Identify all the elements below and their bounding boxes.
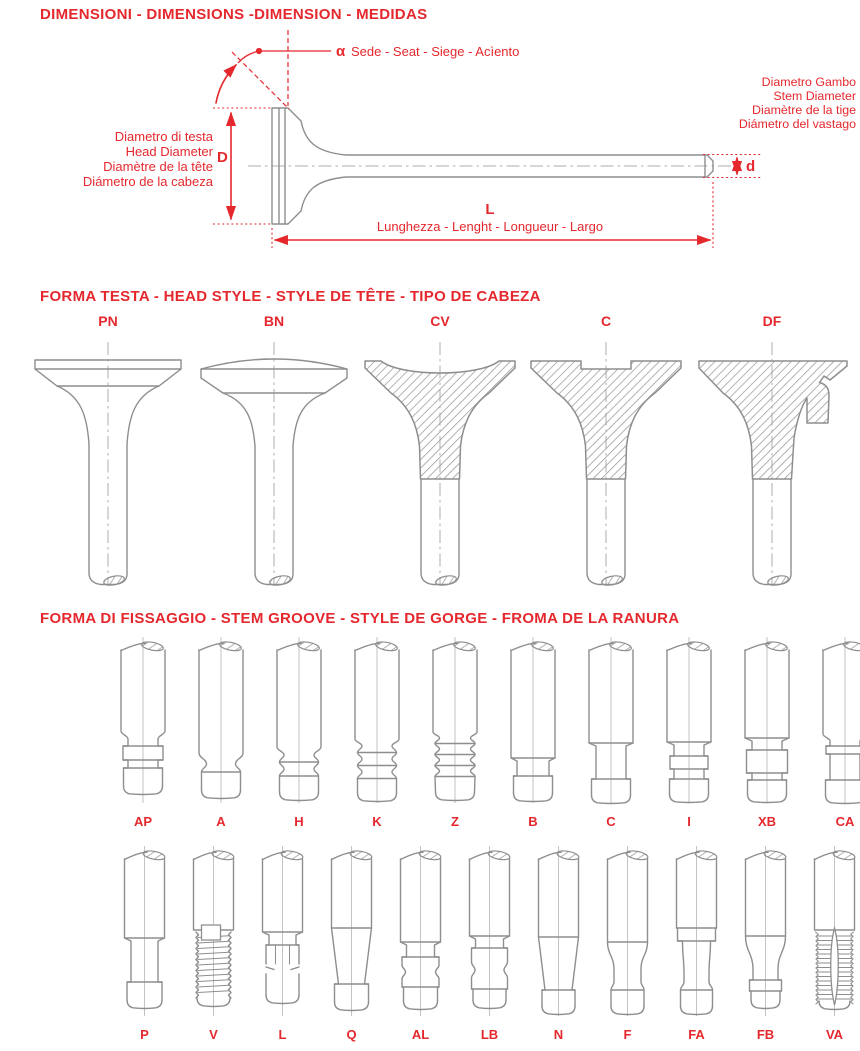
seat-leader-dot bbox=[256, 48, 262, 54]
stem-groove-figure-N bbox=[524, 844, 593, 1045]
stem-groove-drawing-XB bbox=[728, 635, 806, 807]
stem-groove-label: L bbox=[278, 1027, 287, 1042]
tap-flute bbox=[831, 928, 839, 1005]
dimensions-title: DIMENSIONI - DIMENSIONS -DIMENSION - MEDIDAS bbox=[40, 6, 428, 23]
stem-groove-label: FA bbox=[688, 1027, 705, 1042]
head-diameter-line-2: Head Diameter bbox=[125, 144, 213, 159]
stem-cut-hatch bbox=[418, 849, 441, 861]
stem-groove-label: FB bbox=[756, 1027, 775, 1042]
stem-groove-label: AP bbox=[133, 814, 153, 829]
head-diameter-line-1: Diametro di testa bbox=[114, 129, 213, 144]
stem-cut-hatch bbox=[280, 849, 303, 861]
stem-cut-hatch bbox=[141, 640, 164, 652]
head-style-label: BN bbox=[263, 313, 285, 329]
stem-cut-hatch bbox=[763, 849, 786, 861]
head-style-drawing-CV bbox=[357, 336, 523, 591]
stem-groove-label: XB bbox=[757, 814, 777, 829]
stem-groove-label: AL bbox=[411, 1027, 430, 1042]
stem-cut-hatch bbox=[349, 849, 372, 861]
stem-groove-drawing-C bbox=[572, 635, 650, 807]
stem-groove-figure-A bbox=[182, 635, 260, 832]
stem-groove-figure-B bbox=[494, 635, 572, 832]
stem-groove-drawing-CA bbox=[806, 635, 860, 807]
stem-groove-figure-XB bbox=[728, 635, 806, 832]
stem-groove-figure-I bbox=[650, 635, 728, 832]
head-style-drawing-DF bbox=[689, 336, 855, 591]
stem-groove-drawing-FA bbox=[662, 844, 731, 1020]
stem-groove-figure-H bbox=[260, 635, 338, 832]
head-style-title: FORMA TESTA - HEAD STYLE - STYLE DE TÊTE - TIPO DE CABEZA bbox=[40, 288, 541, 305]
length-symbol: L bbox=[485, 201, 495, 218]
stem-cut-hatch bbox=[103, 574, 125, 587]
stem-cut-hatch bbox=[843, 640, 860, 652]
stem-cut-hatch bbox=[625, 849, 648, 861]
stem-groove-figure-V bbox=[179, 844, 248, 1045]
stem-groove-drawing-H bbox=[260, 635, 338, 807]
head-style-label: PN bbox=[98, 313, 118, 329]
length-label: Lunghezza - Lenght - Longueur - Largo bbox=[376, 219, 604, 234]
stem-groove-label: B bbox=[528, 814, 538, 829]
stem-groove-label: LB bbox=[480, 1027, 499, 1042]
stem-cut-hatch bbox=[435, 574, 457, 587]
stem-groove-drawing-L bbox=[248, 844, 317, 1020]
stem-groove-drawing-K bbox=[338, 635, 416, 807]
stem-groove-label: C bbox=[606, 814, 616, 829]
stem-diameter-line-2: Stem Diameter bbox=[773, 89, 856, 103]
stem-cut-hatch bbox=[694, 849, 717, 861]
head-style-drawing-C bbox=[523, 336, 689, 591]
stem-cut-hatch bbox=[556, 849, 579, 861]
head-style-figure-DF bbox=[689, 313, 855, 596]
head-style-drawing-PN bbox=[25, 336, 191, 591]
stem-cut-hatch bbox=[832, 849, 855, 861]
stem-cut-hatch bbox=[219, 640, 242, 652]
stem-groove-figure-AL bbox=[386, 844, 455, 1045]
stem-groove-drawing-LB bbox=[455, 844, 524, 1020]
head-style-section bbox=[0, 288, 860, 596]
stem-groove-drawing-AP bbox=[104, 635, 182, 807]
stem-groove-label: F bbox=[623, 1027, 632, 1042]
stem-cut-hatch bbox=[601, 574, 623, 587]
stem-groove-drawing-P bbox=[110, 844, 179, 1020]
stem-cut-hatch bbox=[531, 640, 554, 652]
stem-groove-figure-Q bbox=[317, 844, 386, 1045]
head-diameter-line-4: Diámetro de la cabeza bbox=[82, 174, 213, 189]
head-style-figure-PN bbox=[25, 313, 191, 596]
stem-cut-hatch bbox=[142, 849, 165, 861]
stem-groove-label: CA bbox=[835, 814, 855, 829]
stem-groove-label: I bbox=[687, 814, 691, 829]
stem-cut-hatch bbox=[375, 640, 398, 652]
stem-groove-figure-FB bbox=[731, 844, 800, 1045]
key-block bbox=[202, 925, 221, 940]
stem-cut-hatch bbox=[211, 849, 234, 861]
stem-groove-label: P bbox=[140, 1027, 149, 1042]
head-style-drawing-BN bbox=[191, 336, 357, 591]
stem-cut-hatch bbox=[765, 640, 788, 652]
head-style-label: CV bbox=[430, 313, 450, 329]
stem-groove-drawing-Q bbox=[317, 844, 386, 1020]
stem-groove-figure-AP bbox=[104, 635, 182, 832]
stem-groove-label: Z bbox=[451, 814, 459, 829]
stem-groove-drawing-AL bbox=[386, 844, 455, 1020]
head-style-row bbox=[25, 313, 860, 596]
alpha-symbol: α bbox=[336, 43, 346, 60]
stem-groove-drawing-VA bbox=[800, 844, 860, 1020]
stem-groove-label: N bbox=[553, 1027, 564, 1042]
dimensions-section bbox=[0, 0, 860, 262]
stem-cut-hatch bbox=[297, 640, 320, 652]
stem-groove-label: H bbox=[294, 814, 304, 829]
stem-groove-drawing-B bbox=[494, 635, 572, 807]
stem-cut-hatch bbox=[453, 640, 476, 652]
stem-groove-row-1 bbox=[104, 635, 860, 832]
stem-groove-drawing-F bbox=[593, 844, 662, 1020]
stem-groove-label: K bbox=[372, 814, 382, 829]
stem-groove-drawing-Z bbox=[416, 635, 494, 807]
head-diameter-line-3: Diamètre de la tête bbox=[103, 159, 213, 174]
stem-groove-figure-P bbox=[110, 844, 179, 1045]
stem-groove-title: FORMA DI FISSAGGIO - STEM GROOVE - STYLE DE GORGE - FROMA DE LA RANURA bbox=[40, 610, 680, 627]
stem-groove-figure-LB bbox=[455, 844, 524, 1045]
valve-dimension-diagram bbox=[0, 0, 860, 262]
stem-diameter-line-3: Diamètre de la tige bbox=[752, 103, 856, 117]
stem-cut-hatch bbox=[269, 574, 291, 587]
stem-groove-drawing-A bbox=[182, 635, 260, 807]
seat-angle-arc-arrow bbox=[216, 65, 236, 103]
stem-groove-label: V bbox=[209, 1027, 218, 1042]
stem-groove-figure-CA bbox=[806, 635, 860, 832]
stem-groove-figure-Z bbox=[416, 635, 494, 832]
stem-cut-hatch bbox=[767, 574, 789, 587]
stem-groove-label: Q bbox=[346, 1027, 357, 1042]
stem-groove-figure-FA bbox=[662, 844, 731, 1045]
stem-groove-drawing-FB bbox=[731, 844, 800, 1020]
head-style-figure-CV bbox=[357, 313, 523, 596]
head-style-figure-BN bbox=[191, 313, 357, 596]
stem-groove-drawing-V bbox=[179, 844, 248, 1020]
head-style-label: C bbox=[600, 313, 612, 329]
head-style-figure-C bbox=[523, 313, 689, 596]
stem-groove-figure-C bbox=[572, 635, 650, 832]
stem-groove-figure-VA bbox=[800, 844, 860, 1045]
seat-label: Sede - Seat - Siege - Acìento bbox=[351, 44, 520, 59]
stem-groove-figure-L bbox=[248, 844, 317, 1045]
stem-groove-drawing-I bbox=[650, 635, 728, 807]
stem-groove-row-2 bbox=[110, 844, 860, 1045]
stem-groove-label: A bbox=[216, 814, 226, 829]
head-style-label: DF bbox=[762, 313, 782, 329]
stem-groove-section bbox=[0, 610, 860, 1045]
stem-groove-figure-K bbox=[338, 635, 416, 832]
stem-groove-drawing-N bbox=[524, 844, 593, 1020]
stem-diameter-symbol: d bbox=[746, 158, 756, 175]
head-diameter-symbol: D bbox=[217, 149, 228, 166]
stem-groove-label: VA bbox=[825, 1027, 844, 1042]
stem-cut-hatch bbox=[609, 640, 632, 652]
stem-groove-figure-F bbox=[593, 844, 662, 1045]
stem-cut-hatch bbox=[487, 849, 510, 861]
stem-diameter-line-4: Diámetro del vastago bbox=[738, 117, 856, 131]
stem-diameter-line-1: Diametro Gambo bbox=[761, 75, 856, 89]
stem-cut-hatch bbox=[687, 640, 710, 652]
